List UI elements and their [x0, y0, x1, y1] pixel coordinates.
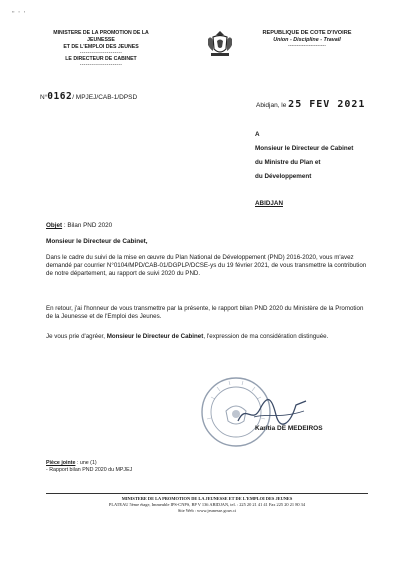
- reference-stamp: 0162: [47, 91, 73, 102]
- date-stamp: 25 FEV 2021: [288, 99, 366, 110]
- object-colon: :: [62, 222, 68, 229]
- addressee-city: ABIDJAN: [255, 200, 283, 207]
- header-separator-2: ----------------------: [79, 62, 123, 68]
- salutation: Monsieur le Directeur de Cabinet,: [46, 238, 148, 245]
- motto-separator: ----------------------: [287, 43, 326, 49]
- corner-mark: " ' ': [12, 11, 27, 18]
- reference-prefix: N°: [40, 94, 48, 101]
- addressee-line-3: du Ministre du Plan et: [255, 159, 321, 166]
- reference-suffix: / MPJEJ/CAB-1/DPSD: [72, 94, 138, 101]
- addressee-line-4: du Développement: [255, 173, 312, 180]
- letter-object: [46, 222, 112, 229]
- letter-footer: [46, 496, 368, 515]
- footer-website: Site Web : www.jeunesse.gouv.ci: [177, 508, 237, 514]
- object-text: Bilan PND 2020: [67, 222, 113, 229]
- ministry-header: [40, 30, 162, 68]
- coat-of-arms-icon: [205, 29, 235, 59]
- office-title: LE DIRECTEUR DE CABINET: [65, 56, 137, 62]
- attachment-block: [46, 460, 132, 474]
- closing-addressee: Monsieur le Directeur de Cabinet: [106, 333, 204, 340]
- footer-divider: [46, 493, 368, 494]
- reference-number: [40, 91, 137, 102]
- letter-date: [256, 99, 365, 110]
- attachment-item: - Rapport bilan PND 2020 du MPJEJ: [46, 467, 133, 473]
- country-name: REPUBLIQUE DE COTE D'IVOIRE: [262, 30, 352, 36]
- footer-address: PLATEAU 5ème étage, Immeuble IPS-CNPS, BP V 136 ABIDJAN, tel. : 225 20 21 41 41 Fax 225 20 21 80 34: [108, 502, 306, 508]
- attachment-label: Pièce jointe: [46, 460, 76, 466]
- body-paragraph-3: [46, 333, 368, 341]
- ministry-line-1: MINISTERE DE LA PROMOTION DE LA JEUNESSE: [53, 30, 149, 43]
- signer-name: Karitia DE MEDEIROS: [255, 425, 323, 432]
- footer-ministry: MINISTERE DE LA PROMOTION DE LA JEUNESSE ET DE L'EMPLOI DES JEUNES: [121, 496, 293, 501]
- closing-start: Je vous prie d'agréer,: [46, 333, 107, 340]
- addressee-line-2: Monsieur le Directeur de Cabinet: [255, 145, 354, 152]
- date-place: Abidjan, le: [256, 102, 287, 109]
- republic-header: [247, 30, 367, 49]
- attachment-count: : une (1): [75, 460, 97, 466]
- national-motto: Union - Discipline - Travail: [273, 37, 341, 43]
- ministry-line-2: ET DE L'EMPLOI DES JEUNES: [63, 44, 139, 50]
- addressee-block: [255, 128, 353, 184]
- closing-end: , l'expression de ma considération distinguée.: [203, 333, 329, 340]
- body-paragraph-1: Dans le cadre du suivi de la mise en œuvre du Plan National de Développement (PND) 2016-2020, vous m'avez demandé par courrier N°0104/MPD/CAB-01/DGPLP/DCSE-ys du 19 février 2021, de vous transmettre la contribution de notre département, au rapport de suivi 2020 du PND.: [46, 254, 367, 277]
- header-separator: ----------------------: [79, 50, 123, 56]
- addressee-line-1: A: [255, 131, 260, 138]
- body-paragraph-2: En retour, j'ai l'honneur de vous transmettre par la présente, le rapport bilan PND 2020 du Ministère de la Promotion de la Jeunesse et de l'Emploi des Jeunes.: [46, 305, 364, 320]
- object-label: Objet: [46, 222, 63, 229]
